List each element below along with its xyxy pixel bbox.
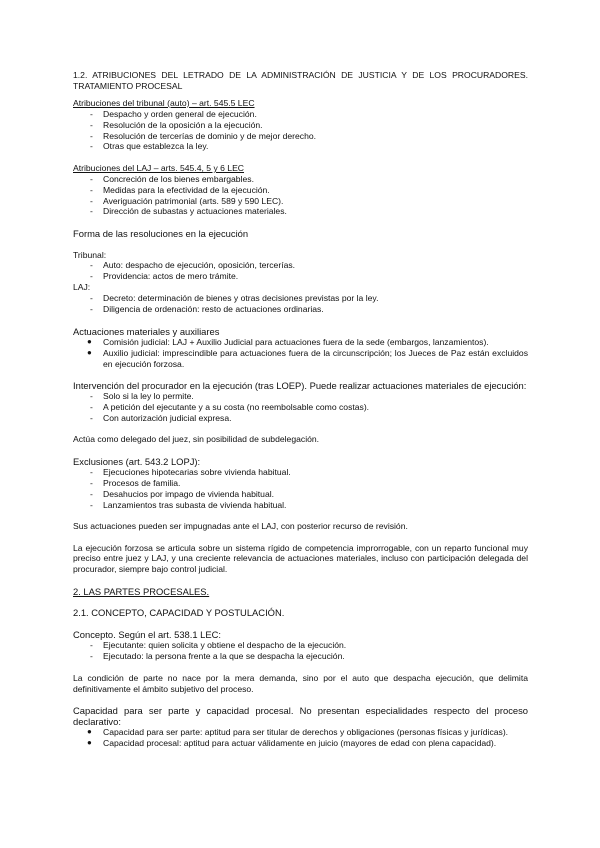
- list-item-text: Resolución de la oposición a la ejecución.: [103, 119, 263, 130]
- spacer: [73, 315, 528, 326]
- list-item-text: Ejecuciones hipotecarias sobre vivienda habitual.: [103, 466, 291, 477]
- dash-marker: -: [90, 260, 93, 271]
- spacer: [73, 217, 528, 228]
- list-item: [73, 206, 528, 217]
- list-item: [73, 293, 528, 304]
- bullet-marker: ●: [87, 727, 92, 737]
- list-item-text: Auto: despacho de ejecución, oposición, tercerías.: [103, 260, 296, 271]
- list-item-text: Dirección de subastas y actuaciones materiales.: [103, 206, 287, 217]
- list-item: [73, 651, 528, 662]
- dash-marker: -: [90, 184, 93, 195]
- procurador-intro: Intervención del procurador en la ejecución (tras LOEP). Puede realizar actuaciones materiales de ejecución:: [73, 379, 527, 391]
- capacidad-intro: Capacidad para ser parte y capacidad procesal. No presentan especialidades respecto del proceso declarativo:: [73, 704, 528, 728]
- dash-marker: -: [90, 195, 93, 206]
- spacer: [73, 662, 528, 673]
- section-2-1-title: 2.1. CONCEPTO, CAPACIDAD Y POSTULACIÓN.: [73, 607, 285, 619]
- list-item: [73, 196, 528, 207]
- spacer: [73, 369, 528, 380]
- list-item-text: Procesos de familia.: [103, 477, 181, 488]
- list-item-text: Ejecutado: la persona frente a la que se despacha la ejecución.: [103, 651, 345, 662]
- bullet-marker: ●: [87, 347, 92, 357]
- dash-marker: -: [90, 391, 93, 402]
- tribunal-forma-list: [73, 260, 528, 282]
- dash-marker: -: [90, 488, 93, 499]
- list-item: [73, 500, 528, 511]
- list-item-text: Lanzamientos tras subasta de vivienda habitual.: [103, 499, 287, 510]
- dash-marker: -: [90, 108, 93, 119]
- tribunal-attributions-title: Atribuciones del tribunal (auto) – art. 545.5 LEC: [73, 97, 255, 108]
- laj-label: LAJ:: [73, 282, 91, 293]
- list-item-text: Despacho y orden general de ejecución.: [103, 108, 257, 119]
- dash-marker: -: [90, 640, 93, 651]
- dash-marker: -: [90, 651, 93, 662]
- spacer: [73, 532, 528, 543]
- laj-attributions-list: [73, 174, 528, 218]
- list-item: [73, 109, 528, 120]
- concepto-intro: Concepto. Según el art. 538.1 LEC:: [73, 629, 222, 641]
- list-item: [73, 489, 528, 500]
- list-item-text: Capacidad para ser parte: aptitud para ser titular de derechos y obligaciones (personas físicas y jurídicas).: [103, 727, 509, 738]
- dash-marker: -: [90, 119, 93, 130]
- dash-marker: -: [90, 304, 93, 315]
- section-heading: 1.2. ATRIBUCIONES DEL LETRADO DE LA ADMINISTRACIÓN DE JUSTICIA Y DE LOS PROCURADORES. TRATAMIENTO PROCESAL: [73, 70, 528, 91]
- list-item: [73, 391, 528, 402]
- laj-attributions-title: Atribuciones del LAJ – arts. 545.4, 5 y 6 LEC: [73, 162, 245, 173]
- dash-marker: -: [90, 466, 93, 477]
- list-item-text: Desahucios por impago de vivienda habitual.: [103, 488, 275, 499]
- dash-marker: -: [90, 206, 93, 217]
- exclusiones-title: Exclusiones (art. 543.2 LOPJ):: [73, 455, 201, 467]
- list-item-text: Auxilio judicial: imprescindible para actuaciones fuera de la circunscripción; los Jueces de Paz están excluidos en ejecución forzosa.: [103, 347, 528, 369]
- actuaciones-list: [73, 337, 528, 370]
- spacer: [73, 575, 528, 586]
- list-item-text: Decreto: determinación de bienes y otras decisiones previstas por la ley.: [103, 293, 379, 304]
- delegado-text: Actúa como delegado del juez, sin posibilidad de subdelegación.: [73, 434, 320, 445]
- list-item-text: Concreción de los bienes embargables.: [103, 173, 254, 184]
- dash-marker: -: [90, 173, 93, 184]
- list-item-text: Medidas para la efectividad de la ejecución.: [103, 184, 270, 195]
- list-item-text: Ejecutante: quien solicita y obtiene el despacho de la ejecución.: [103, 640, 347, 651]
- list-item-text: Resolución de tercerías de dominio y de mejor derecho.: [103, 130, 317, 141]
- list-item: [73, 478, 528, 489]
- list-item: [73, 348, 528, 370]
- conclusion-text: La ejecución forzosa se articula sobre un sistema rígido de competencia improrrogable, con un reparto funcional muy preciso entre juez y LAJ, y una creciente relevancia de actuaciones materiales, incluso con participación delegada del procurador, siempre bajo control judicial.: [73, 542, 528, 575]
- list-item-text: Comisión judicial: LAJ + Auxilio Judicial para actuaciones fuera de la sede (embargos, lanzamientos).: [103, 336, 489, 347]
- dash-marker: -: [90, 141, 93, 152]
- actuaciones-title: Actuaciones materiales y auxiliares: [73, 325, 220, 337]
- dash-marker: -: [90, 130, 93, 141]
- dash-marker: -: [90, 412, 93, 423]
- list-item-text: Averiguación patrimonial (arts. 589 y 590 LEC).: [103, 195, 284, 206]
- document-page: [73, 70, 528, 749]
- dash-marker: -: [90, 499, 93, 510]
- list-item: [73, 141, 528, 152]
- spacer: [73, 445, 528, 456]
- impugnadas-text: Sus actuaciones pueden ser impugnadas ante el LAJ, con posterior recurso de revisión.: [73, 521, 408, 532]
- forma-resoluciones-title: Forma de las resoluciones en la ejecución: [73, 227, 249, 239]
- list-item: [73, 185, 528, 196]
- list-item: [73, 738, 528, 749]
- bullet-marker: ●: [87, 738, 92, 748]
- bullet-marker: ●: [87, 336, 92, 346]
- tribunal-label: Tribunal:: [73, 249, 107, 260]
- spacer: [73, 239, 528, 250]
- list-item: [73, 120, 528, 131]
- spacer: [73, 597, 528, 608]
- dash-marker: -: [90, 402, 93, 413]
- list-item: [73, 402, 528, 413]
- list-item: [73, 467, 528, 478]
- list-item-text: Otras que establezca la ley.: [103, 141, 209, 152]
- dash-marker: -: [90, 477, 93, 488]
- list-item: [73, 640, 528, 651]
- list-item: [73, 727, 528, 738]
- list-item-text: Solo si la ley lo permite.: [103, 391, 194, 402]
- dash-marker: -: [90, 271, 93, 282]
- laj-forma-list: [73, 293, 528, 315]
- section-2-title: 2. LAS PARTES PROCESALES.: [73, 585, 210, 597]
- list-item: [73, 131, 528, 142]
- list-item: [73, 174, 528, 185]
- exclusiones-list: [73, 467, 528, 511]
- list-item: [73, 304, 528, 315]
- list-item: [73, 337, 528, 348]
- list-item-text: Providencia: actos de mero trámite.: [103, 271, 239, 282]
- spacer: [73, 511, 528, 522]
- list-item-text: Con autorización judicial expresa.: [103, 412, 232, 423]
- dash-marker: -: [90, 293, 93, 304]
- concepto-list: [73, 640, 528, 662]
- spacer: [73, 619, 528, 630]
- procurador-list: [73, 391, 528, 424]
- tribunal-attributions-list: [73, 109, 528, 153]
- list-item-text: A petición del ejecutante y a su costa (no reembolsable como costas).: [103, 402, 370, 413]
- list-item-text: Capacidad procesal: aptitud para actuar válidamente en juicio (mayores de edad con plena capacidad).: [103, 738, 497, 749]
- capacidad-list: [73, 727, 528, 749]
- list-item: [73, 260, 528, 271]
- spacer: [73, 424, 528, 435]
- list-item: [73, 271, 528, 282]
- spacer: [73, 694, 528, 705]
- list-item-text: Diligencia de ordenación: resto de actuaciones ordinarias.: [103, 304, 324, 315]
- list-item: [73, 413, 528, 424]
- spacer: [73, 152, 528, 163]
- condicion-text: La condición de parte no nace por la mera demanda, sino por el auto que despacha ejecución, que delimita definitivamente el ámbito subjetivo del proceso.: [73, 672, 528, 694]
